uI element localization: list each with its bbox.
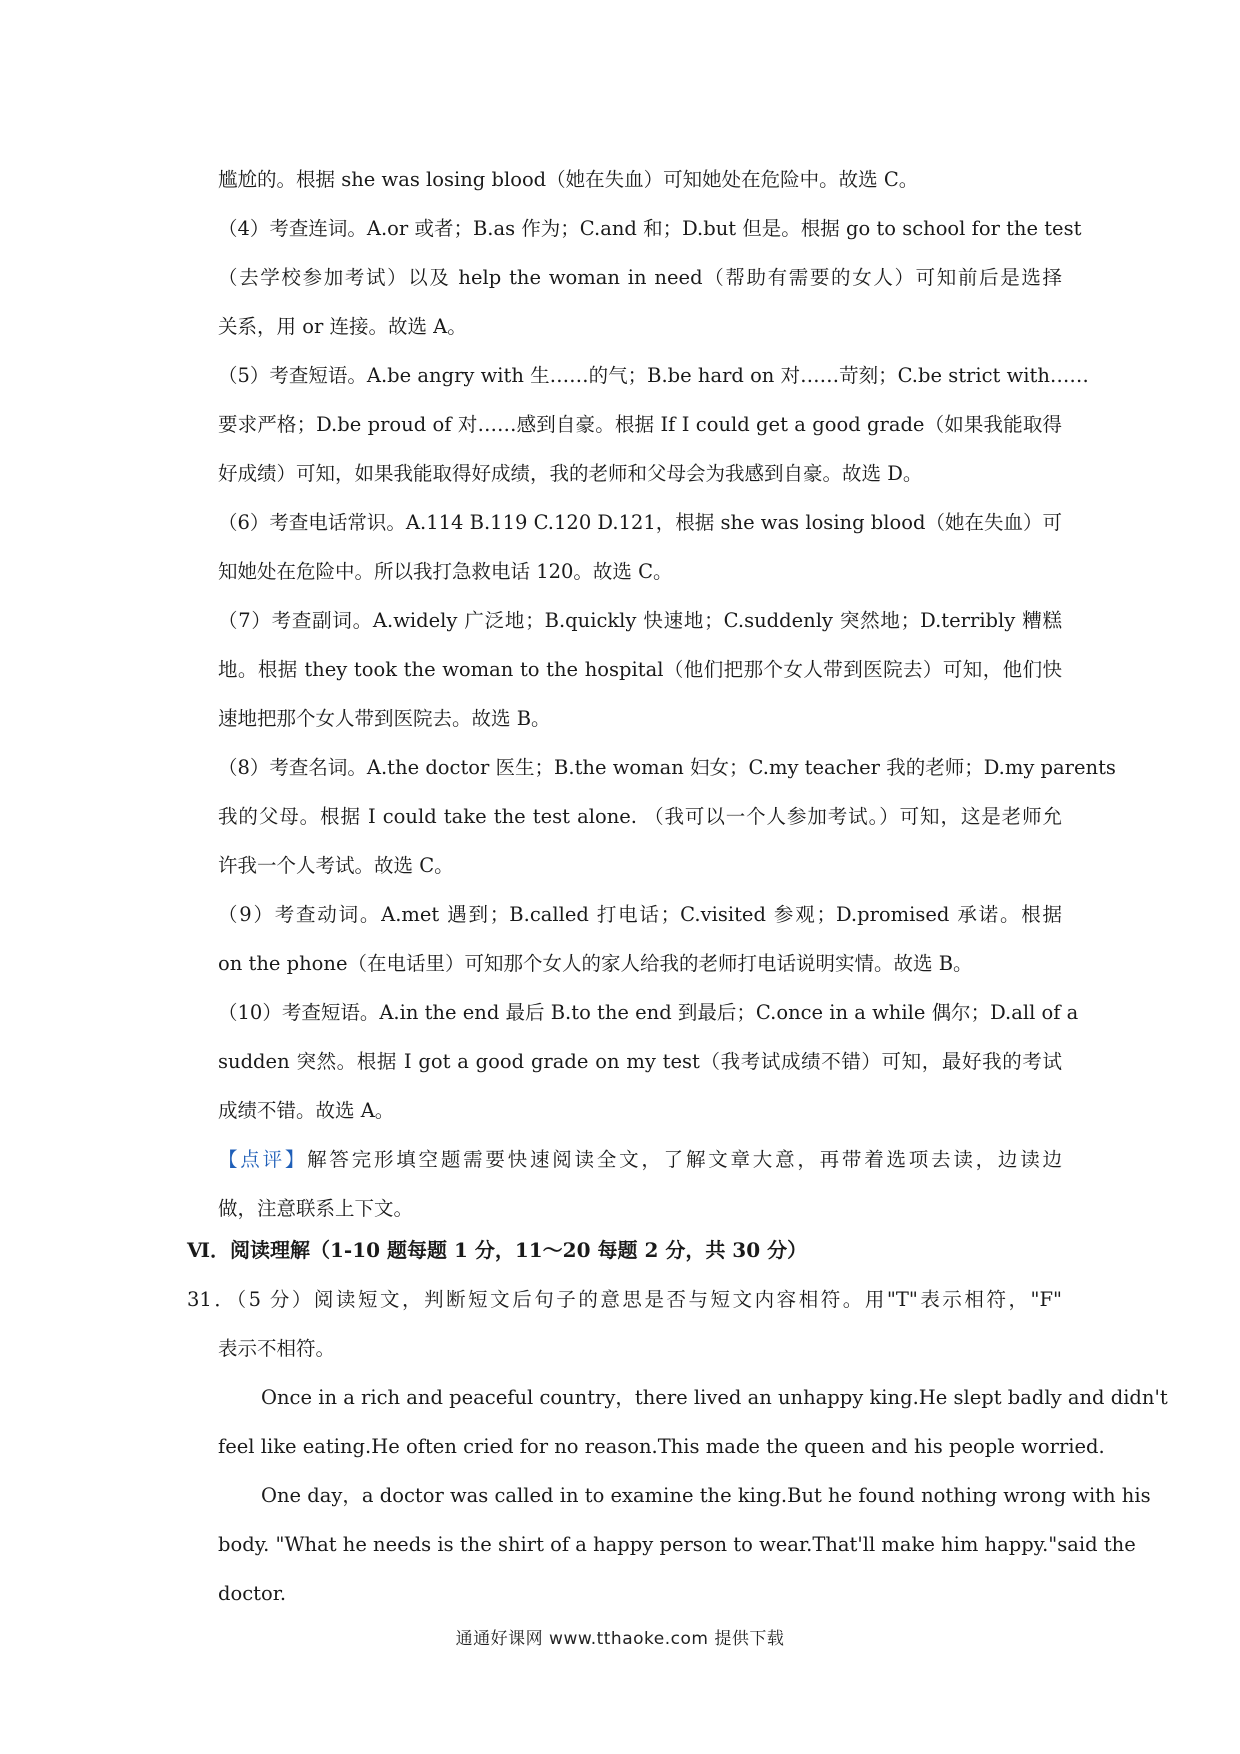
explanation-line: 地。根据 they took the woman to the hospital（他们把那个女人带到医院去）可知，他们快 — [218, 658, 1062, 681]
page-footer: 通通好课网 www.tthaoke.com 提供下载 — [455, 1629, 785, 1649]
explanation-line: 成绩不错。故选 A。 — [218, 1099, 395, 1122]
explanation-line: （8）考查名词。A.the doctor 医生；B.the woman 妇女；C.my teacher 我的老师；D.my parents — [218, 756, 1116, 779]
explanation-line: 要求严格；D.be proud of 对……感到自豪。根据 If I could get a good grade（如果我能取得 — [218, 413, 1062, 436]
explanation-line: 我的父母。根据 I could take the test alone. （我可以一个人参加考试。）可知，这是老师允 — [218, 805, 1062, 828]
explanation-line: 好成绩）可知，如果我能取得好成绩，我的老师和父母会为我感到自豪。故选 D。 — [218, 462, 923, 485]
answer-explanations — [218, 155, 1116, 1233]
passage-line: doctor. — [218, 1582, 287, 1605]
explanation-line: （9）考查动词。A.met 遇到；B.called 打电话；C.visited 参观；D.promised 承诺。根据 — [218, 903, 1062, 926]
explanation-line: （5）考查短语。A.be angry with 生……的气；B.be hard on 对……苛刻；C.be strict with…… — [218, 364, 1089, 387]
passage-line: body. "What he needs is the shirt of a happy person to wear.That'll make him happy."said the — [218, 1533, 1136, 1556]
explanation-line: sudden 突然。根据 I got a good grade on my test（我考试成绩不错）可知，最好我的考试 — [218, 1050, 1062, 1073]
explanation-line: （4）考查连词。A.or 或者；B.as 作为；C.and 和；D.but 但是。根据 go to school for the test — [218, 217, 1082, 240]
comment-line — [218, 1135, 1062, 1184]
passage-line: One day，a doctor was called in to examine the king.But he found nothing wrong with his — [261, 1484, 1151, 1507]
section-heading: Ⅵ．阅读理解（1-10 题每题 1 分，11～20 每题 2 分，共 30 分） — [187, 1238, 808, 1262]
question-31-instruction: 31．（5 分）阅读短文，判断短文后句子的意思是否与短文内容相符。用"T"表示相符，"F" — [187, 1288, 1062, 1311]
reading-passage — [218, 1373, 1168, 1618]
question-31 — [187, 1275, 1062, 1373]
explanation-line: on the phone（在电话里）可知那个女人的家人给我的老师打电话说明实情。故选 B。 — [218, 952, 973, 975]
explanation-line: （去学校参加考试）以及 help the woman in need（帮助有需要的女人）可知前后是选择 — [218, 266, 1062, 289]
comment-tag: 【点评】 — [218, 1148, 308, 1171]
explanation-line: 速地把那个女人带到医院去。故选 B。 — [218, 707, 551, 730]
explanation-line: 尴尬的。根据 she was losing blood（她在失血）可知她处在危险中。故选 C。 — [218, 168, 919, 191]
explanation-line: 关系，用 or 连接。故选 A。 — [218, 315, 467, 338]
question-31-instruction: 表示不相符。 — [218, 1337, 336, 1360]
explanation-line: （10）考查短语。A.in the end 最后 B.to the end 到最后；C.once in a while 偶尔；D.all of a — [218, 1001, 1079, 1024]
explanation-line: 许我一个人考试。故选 C。 — [218, 854, 454, 877]
comment-text: 解答完形填空题需要快速阅读全文，了解文章大意，再带着选项去读，边读边 — [307, 1148, 1062, 1171]
explanation-line: 知她处在危险中。所以我打急救电话 120。故选 C。 — [218, 560, 673, 583]
explanation-line: （6）考查电话常识。A.114 B.119 C.120 D.121，根据 she was losing blood（她在失血）可 — [218, 511, 1062, 534]
passage-line: Once in a rich and peaceful country，there lived an unhappy king.He slept badly and didn't — [261, 1386, 1168, 1409]
passage-line: feel like eating.He often cried for no reason.This made the queen and his people worried. — [218, 1435, 1105, 1458]
explanation-line: （7）考查副词。A.widely 广泛地；B.quickly 快速地；C.suddenly 突然地；D.terribly 糟糕 — [218, 609, 1062, 632]
comment-line: 做，注意联系上下文。 — [218, 1197, 414, 1220]
